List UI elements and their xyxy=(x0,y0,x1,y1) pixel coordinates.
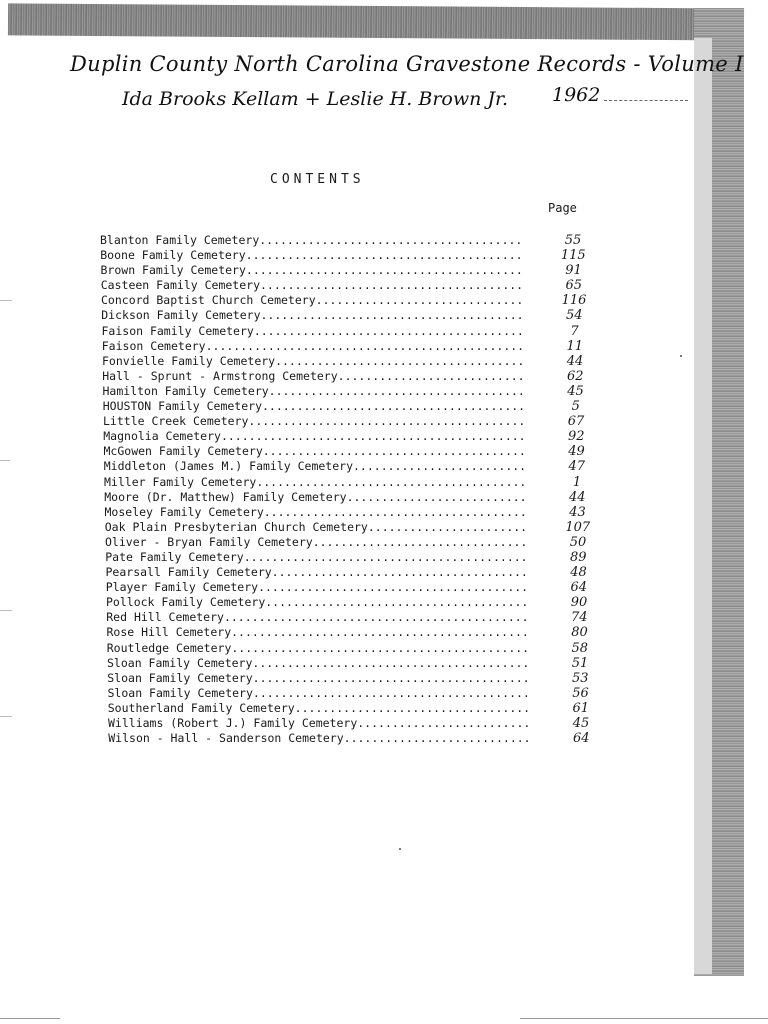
toc-entry xyxy=(104,475,590,490)
scan-artifact xyxy=(0,716,12,717)
scan-artifact xyxy=(0,300,12,301)
toc-entry-page: 56 xyxy=(572,685,589,701)
toc-entry-title: Hamilton Family Cemetery..................................... xyxy=(102,383,525,398)
toc-entry-page: 7 xyxy=(570,323,579,339)
toc-entry-title: Williams (Robert J.) Family Cemetery......................... xyxy=(108,716,531,730)
scan-speck xyxy=(680,355,682,357)
toc-entry-title: McGowen Family Cemetery...................................... xyxy=(103,444,526,459)
toc-entry-title: HOUSTON Family Cemetery...................................... xyxy=(102,399,526,414)
toc-entry-page: 50 xyxy=(569,534,587,550)
toc-entry-page: 54 xyxy=(565,308,583,324)
scan-artifact xyxy=(0,1018,60,1019)
toc-entry-page: 67 xyxy=(567,414,585,430)
toc-entry-title: Brown Family Cemetery........................................ xyxy=(100,263,523,278)
toc-entry xyxy=(103,399,590,414)
toc-entry xyxy=(102,354,590,369)
toc-entry xyxy=(104,490,590,505)
toc-entry-title: Sloan Family Cemetery........................................ xyxy=(107,670,530,685)
toc-entry xyxy=(106,610,590,625)
page-column-label: Page xyxy=(548,201,577,215)
toc-entry xyxy=(101,263,591,278)
scan-top-border xyxy=(8,3,744,40)
toc-entry-title: Magnolia Cemetery............................................ xyxy=(103,429,526,444)
toc-entry xyxy=(101,308,590,323)
toc-entry xyxy=(108,701,590,716)
toc-entry-title: Miller Family Cemetery....................................... xyxy=(104,474,527,489)
toc-entry-page: 80 xyxy=(571,625,588,641)
toc-entry-page: 64 xyxy=(572,731,590,747)
toc-entry-page: 45 xyxy=(572,716,590,731)
toc-entry-page: 89 xyxy=(569,549,587,565)
toc-entry-title: Blanton Family Cemetery...................................... xyxy=(100,233,523,247)
toc-entry-page: 115 xyxy=(560,248,586,264)
toc-entry xyxy=(103,384,591,399)
toc-entry xyxy=(106,565,591,580)
toc-entry-page: 5 xyxy=(571,399,580,415)
toc-entry-title: Oliver - Bryan Family Cemetery............................... xyxy=(105,534,528,549)
toc-entry-page: 53 xyxy=(571,670,589,686)
scan-right-edge xyxy=(694,38,712,974)
toc-entry-title: Sloan Family Cemetery........................................ xyxy=(107,655,530,670)
handwritten-authors: Ida Brooks Kellam + Leslie H. Brown Jr. xyxy=(122,88,509,110)
toc-entry xyxy=(107,671,590,686)
toc-entry xyxy=(103,429,590,444)
toc-entry-page: 107 xyxy=(565,519,591,535)
toc-entry-title: Faison Cemetery.............................................. xyxy=(101,338,525,353)
scan-artifact xyxy=(0,610,12,611)
toc-entry xyxy=(108,686,591,701)
contents-heading: CONTENTS xyxy=(270,172,365,187)
toc-entry-page: 58 xyxy=(571,640,589,656)
toc-entry-page: 47 xyxy=(568,459,586,475)
toc-entry-page: 62 xyxy=(566,368,584,384)
toc-entry xyxy=(105,550,590,565)
toc-entry-page: 49 xyxy=(568,444,585,460)
toc-entry-page: 1 xyxy=(572,474,582,490)
toc-entry xyxy=(105,535,590,550)
toc-entry-page: 45 xyxy=(567,383,584,399)
toc-entry-title: Pollock Family Cemetery...................................... xyxy=(106,595,529,610)
toc-entry-title: Casteen Family Cemetery...................................... xyxy=(100,278,524,293)
toc-entry-page: 11 xyxy=(566,338,584,354)
toc-entry-title: Moseley Family Cemetery...................................... xyxy=(104,504,527,519)
toc-entry-title: Faison Family Cemetery....................................... xyxy=(101,323,524,338)
toc-entry-title: Player Family Cemetery....................................... xyxy=(105,580,529,595)
toc-entry-title: Sloan Family Cemetery........................................ xyxy=(107,685,530,700)
toc-entry-title: Boone Family Cemetery........................................ xyxy=(100,248,523,263)
toc-entry-page: 74 xyxy=(570,610,588,626)
toc-entry-title: Concord Baptist Church Cemetery.............................. xyxy=(101,293,524,308)
toc-entry xyxy=(102,324,591,339)
toc-entry xyxy=(101,293,590,308)
toc-entry-title: Dickson Family Cemetery...................................... xyxy=(101,308,524,323)
toc-entry xyxy=(106,580,590,595)
toc-entry xyxy=(101,278,590,293)
table-of-contents xyxy=(100,233,590,746)
toc-entry-page: 44 xyxy=(566,353,584,369)
toc-entry xyxy=(102,339,590,354)
toc-entry-page: 55 xyxy=(564,233,582,248)
toc-entry-page: 64 xyxy=(570,580,588,596)
toc-entry xyxy=(104,444,591,459)
toc-entry xyxy=(103,414,590,429)
scan-artifact xyxy=(0,460,10,461)
toc-entry-page: 48 xyxy=(570,565,587,581)
toc-entry xyxy=(102,369,590,384)
toc-entry-title: Wilson - Hall - Sanderson Cemetery........................... xyxy=(108,731,531,746)
toc-entry-page: 90 xyxy=(570,595,588,611)
toc-entry-title: Routledge Cemetery........................................... xyxy=(106,640,530,655)
toc-entry xyxy=(105,520,590,535)
toc-entry-page: 91 xyxy=(565,263,582,279)
handwritten-title: Duplin County North Carolina Gravestone Records - Volume I xyxy=(70,52,744,76)
toc-entry xyxy=(106,595,590,610)
toc-entry xyxy=(108,716,590,731)
toc-entry xyxy=(105,505,591,520)
toc-entry-title: Red Hill Cemetery............................................ xyxy=(106,610,529,625)
toc-entry-title: Pate Family Cemetery......................................... xyxy=(105,549,528,564)
scan-speck xyxy=(399,848,401,850)
toc-entry xyxy=(108,731,590,746)
toc-entry-page: 116 xyxy=(561,293,587,309)
toc-entry-page: 61 xyxy=(572,700,590,716)
toc-entry-page: 65 xyxy=(565,278,583,294)
toc-entry xyxy=(107,641,590,656)
toc-entry-title: Southerland Family Cemetery.................................. xyxy=(107,700,531,715)
toc-entry-title: Middleton (James M.) Family Cemetery......................... xyxy=(103,459,527,474)
toc-entry-page: 44 xyxy=(568,489,586,505)
toc-entry xyxy=(100,233,590,248)
toc-entry-title: Pearsall Family Cemetery..................................... xyxy=(105,565,528,580)
handwritten-year: 1962 xyxy=(552,84,601,106)
toc-entry-title: Little Creek Cemetery........................................ xyxy=(103,414,526,429)
toc-entry-title: Oak Plain Presbyterian Church Cemetery....................... xyxy=(104,519,528,534)
scan-artifact xyxy=(520,1018,768,1019)
toc-entry-title: Moore (Dr. Matthew) Family Cemetery.......................... xyxy=(104,489,527,504)
toc-entry xyxy=(107,625,591,640)
toc-entry-page: 43 xyxy=(569,504,586,520)
toc-entry xyxy=(100,248,590,263)
toc-entry-title: Fonvielle Family Cemetery.................................... xyxy=(102,353,525,368)
toc-entry-page: 51 xyxy=(571,655,589,671)
toc-entry-title: Hall - Sprunt - Armstrong Cemetery........................... xyxy=(102,368,525,383)
handwritten-dash xyxy=(604,100,688,101)
toc-entry-page: 92 xyxy=(567,429,585,445)
toc-entry xyxy=(104,459,590,474)
toc-entry xyxy=(107,656,590,671)
toc-entry-title: Rose Hill Cemetery........................................... xyxy=(106,625,529,640)
